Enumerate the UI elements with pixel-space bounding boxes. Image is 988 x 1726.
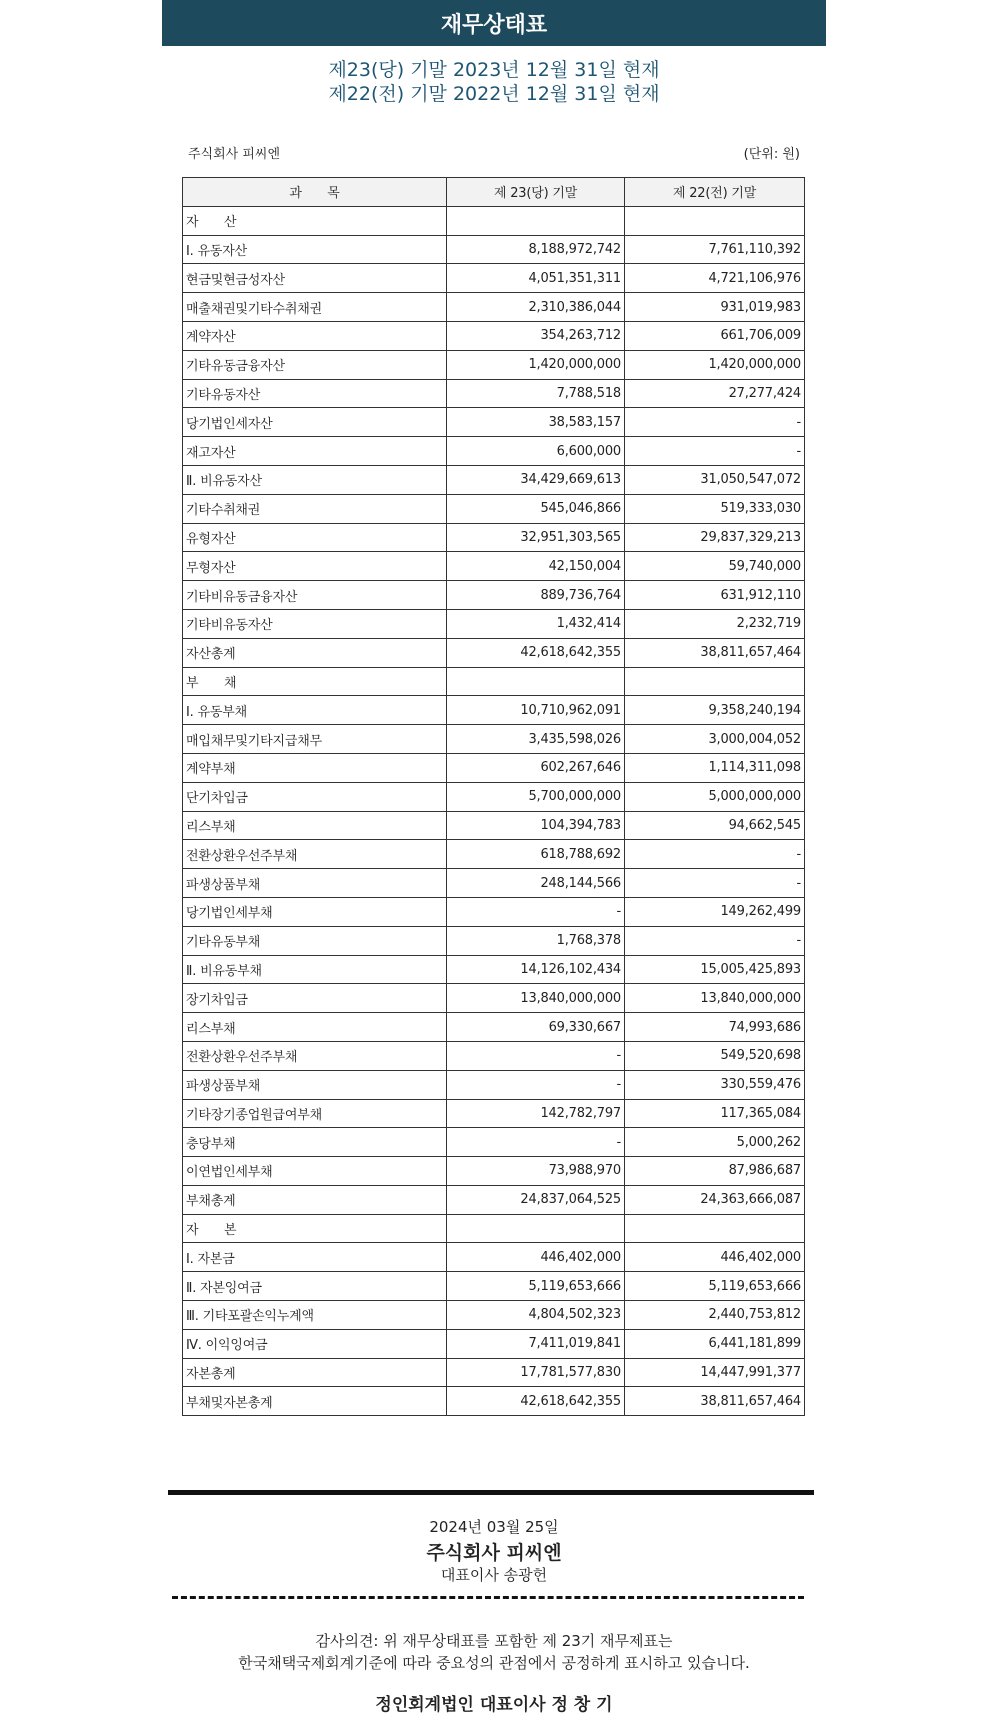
- row-current-value: 14,126,102,434: [447, 955, 625, 984]
- row-current-value: 5,700,000,000: [447, 782, 625, 811]
- row-prior-value: 9,358,240,194: [625, 696, 805, 725]
- table-row: [183, 408, 805, 437]
- row-prior-value: -: [625, 926, 805, 955]
- table-row: [183, 206, 805, 235]
- row-prior-value: 446,402,000: [625, 1243, 805, 1272]
- row-label: 파생상품부채: [183, 869, 447, 898]
- row-label: Ⅰ. 유동자산: [183, 235, 447, 264]
- row-label: 충당부채: [183, 1128, 447, 1157]
- row-label: Ⅱ. 비유동자산: [183, 465, 447, 494]
- row-label: 당기법인세자산: [183, 408, 447, 437]
- table-row: [183, 1185, 805, 1214]
- row-current-value: 6,600,000: [447, 437, 625, 466]
- row-current-value: 32,951,303,565: [447, 523, 625, 552]
- row-current-value: 69,330,667: [447, 1013, 625, 1042]
- table-row: [183, 1387, 805, 1416]
- row-current-value: 24,837,064,525: [447, 1185, 625, 1214]
- row-prior-value: -: [625, 840, 805, 869]
- row-current-value: 38,583,157: [447, 408, 625, 437]
- row-prior-value: 6,441,181,899: [625, 1329, 805, 1358]
- row-label: 무형자산: [183, 552, 447, 581]
- row-prior-value: 87,986,687: [625, 1157, 805, 1186]
- signature-company: 주식회사 피씨엔: [426, 1542, 562, 1564]
- table-row: [183, 264, 805, 293]
- row-label: 재고자산: [183, 437, 447, 466]
- row-label: Ⅱ. 자본잉여금: [183, 1272, 447, 1301]
- row-prior-value: -: [625, 408, 805, 437]
- signature-ceo: 대표이사 송광헌: [440, 1566, 548, 1584]
- unit-label: (단위: 원): [743, 147, 800, 162]
- table-row: [183, 725, 805, 754]
- row-label: 기타장기종업원급여부채: [183, 1099, 447, 1128]
- table-body: [183, 206, 805, 1415]
- row-current-value: 104,394,783: [447, 811, 625, 840]
- row-prior-value: 15,005,425,893: [625, 955, 805, 984]
- row-label: 자 산: [183, 206, 447, 235]
- row-current-value: 4,051,351,311: [447, 264, 625, 293]
- table-row: [183, 955, 805, 984]
- row-current-value: 73,988,970: [447, 1157, 625, 1186]
- row-prior-value: 13,840,000,000: [625, 984, 805, 1013]
- table-row: [183, 1099, 805, 1128]
- row-current-value: 446,402,000: [447, 1243, 625, 1272]
- row-current-value: -: [447, 1070, 625, 1099]
- row-current-value: 602,267,646: [447, 753, 625, 782]
- table-row: [183, 1329, 805, 1358]
- table-row: [183, 609, 805, 638]
- row-current-value: 248,144,566: [447, 869, 625, 898]
- row-current-value: -: [447, 1041, 625, 1070]
- row-prior-value: 29,837,329,213: [625, 523, 805, 552]
- table-row: [183, 1301, 805, 1330]
- row-current-value: 7,411,019,841: [447, 1329, 625, 1358]
- row-label: Ⅳ. 이익잉여금: [183, 1329, 447, 1358]
- table-row: [183, 840, 805, 869]
- row-current-value: 545,046,866: [447, 494, 625, 523]
- table-row: [183, 293, 805, 322]
- table-row: [183, 926, 805, 955]
- row-current-value: 1,420,000,000: [447, 350, 625, 379]
- row-prior-value: 519,333,030: [625, 494, 805, 523]
- row-prior-value: 4,721,106,976: [625, 264, 805, 293]
- row-current-value: 1,432,414: [447, 609, 625, 638]
- row-label: 리스부채: [183, 811, 447, 840]
- row-label: 자본총계: [183, 1358, 447, 1387]
- table-row: [183, 379, 805, 408]
- row-prior-value: 24,363,666,087: [625, 1185, 805, 1214]
- row-prior-value: 5,119,653,666: [625, 1272, 805, 1301]
- row-prior-value: 14,447,991,377: [625, 1358, 805, 1387]
- row-label: 단기차입금: [183, 782, 447, 811]
- audit-opinion-line-2: 한국채택국제회계기준에 따라 중요성의 관점에서 공정하게 표시하고 있습니다.: [238, 1654, 750, 1672]
- table-row: [183, 494, 805, 523]
- table-row: [183, 1157, 805, 1186]
- table-row: [183, 696, 805, 725]
- table-row: [183, 235, 805, 264]
- row-current-value: 42,618,642,355: [447, 1387, 625, 1416]
- row-prior-value: 3,000,004,052: [625, 725, 805, 754]
- table-row: [183, 811, 805, 840]
- row-prior-value: 661,706,009: [625, 321, 805, 350]
- row-label: 기타수취채권: [183, 494, 447, 523]
- row-label: Ⅰ. 유동부채: [183, 696, 447, 725]
- row-label: 파생상품부채: [183, 1070, 447, 1099]
- row-prior-value: 5,000,262: [625, 1128, 805, 1157]
- table-header-row: [183, 178, 805, 207]
- row-prior-value: 74,993,686: [625, 1013, 805, 1042]
- row-prior-value: 7,761,110,392: [625, 235, 805, 264]
- row-label: 매입채무및기타지급채무: [183, 725, 447, 754]
- row-prior-value: 117,365,084: [625, 1099, 805, 1128]
- row-current-value: 1,768,378: [447, 926, 625, 955]
- balance-sheet-table: [182, 177, 805, 1416]
- table-row: [183, 1013, 805, 1042]
- row-prior-value: 1,114,311,098: [625, 753, 805, 782]
- row-current-value: 4,804,502,323: [447, 1301, 625, 1330]
- row-prior-value: [625, 1214, 805, 1243]
- row-label: Ⅱ. 비유동부채: [183, 955, 447, 984]
- row-prior-value: -: [625, 869, 805, 898]
- row-label: 장기차입금: [183, 984, 447, 1013]
- row-current-value: [447, 206, 625, 235]
- row-current-value: 17,781,577,830: [447, 1358, 625, 1387]
- dashed-divider: [172, 1596, 804, 1599]
- row-prior-value: 94,662,545: [625, 811, 805, 840]
- row-label: 부채및자본총계: [183, 1387, 447, 1416]
- row-prior-value: 5,000,000,000: [625, 782, 805, 811]
- row-prior-value: -: [625, 437, 805, 466]
- row-current-value: 618,788,692: [447, 840, 625, 869]
- period-prior: 제22(전) 기말 2022년 12월 31일 현재: [328, 83, 660, 105]
- row-prior-value: 31,050,547,072: [625, 465, 805, 494]
- document-title: 재무상태표: [162, 0, 826, 46]
- row-label: 계약부채: [183, 753, 447, 782]
- header-account: 과 목: [183, 178, 447, 207]
- table-row: [183, 667, 805, 696]
- row-prior-value: 631,912,110: [625, 581, 805, 610]
- row-current-value: 5,119,653,666: [447, 1272, 625, 1301]
- row-current-value: 42,618,642,355: [447, 638, 625, 667]
- row-label: 현금및현금성자산: [183, 264, 447, 293]
- row-current-value: 10,710,962,091: [447, 696, 625, 725]
- row-prior-value: 38,811,657,464: [625, 1387, 805, 1416]
- row-label: Ⅰ. 자본금: [183, 1243, 447, 1272]
- row-label: 전환상환우선주부채: [183, 840, 447, 869]
- row-current-value: [447, 1214, 625, 1243]
- row-label: 기타유동부채: [183, 926, 447, 955]
- row-label: 리스부채: [183, 1013, 447, 1042]
- table-row: [183, 897, 805, 926]
- table-row: [183, 1243, 805, 1272]
- row-current-value: [447, 667, 625, 696]
- row-label: 전환상환우선주부채: [183, 1041, 447, 1070]
- row-current-value: 2,310,386,044: [447, 293, 625, 322]
- row-current-value: -: [447, 897, 625, 926]
- row-prior-value: 549,520,698: [625, 1041, 805, 1070]
- company-label: 주식회사 피씨엔: [188, 147, 281, 162]
- table-row: [183, 1214, 805, 1243]
- row-prior-value: 931,019,983: [625, 293, 805, 322]
- table-row: [183, 1070, 805, 1099]
- row-label: 기타유동자산: [183, 379, 447, 408]
- row-prior-value: 38,811,657,464: [625, 638, 805, 667]
- row-prior-value: 2,232,719: [625, 609, 805, 638]
- row-prior-value: [625, 206, 805, 235]
- table-row: [183, 350, 805, 379]
- row-label: 자산총계: [183, 638, 447, 667]
- row-prior-value: 1,420,000,000: [625, 350, 805, 379]
- row-label: 계약자산: [183, 321, 447, 350]
- row-label: 기타비유동금융자산: [183, 581, 447, 610]
- row-label: 자 본: [183, 1214, 447, 1243]
- signature-date: 2024년 03월 25일: [429, 1518, 559, 1536]
- period-current: 제23(당) 기말 2023년 12월 31일 현재: [328, 59, 660, 81]
- row-current-value: 13,840,000,000: [447, 984, 625, 1013]
- row-prior-value: [625, 667, 805, 696]
- row-label: 기타유동금융자산: [183, 350, 447, 379]
- table-row: [183, 1041, 805, 1070]
- row-current-value: 142,782,797: [447, 1099, 625, 1128]
- row-label: 부채총계: [183, 1185, 447, 1214]
- row-current-value: 42,150,004: [447, 552, 625, 581]
- table-row: [183, 321, 805, 350]
- auditor-signature: 정인회계법인 대표이사 정 창 기: [375, 1695, 613, 1715]
- table-row: [183, 552, 805, 581]
- table-row: [183, 638, 805, 667]
- row-current-value: 34,429,669,613: [447, 465, 625, 494]
- row-label: 유형자산: [183, 523, 447, 552]
- row-label: 기타비유동자산: [183, 609, 447, 638]
- row-label: 당기법인세부채: [183, 897, 447, 926]
- row-label: 부 채: [183, 667, 447, 696]
- row-prior-value: 149,262,499: [625, 897, 805, 926]
- audit-opinion-line-1: 감사의견: 위 재무상태표를 포함한 제 23기 재무제표는: [315, 1632, 673, 1650]
- row-current-value: 7,788,518: [447, 379, 625, 408]
- header-prior: 제 22(전) 기말: [625, 178, 805, 207]
- table-row: [183, 1272, 805, 1301]
- table-row: [183, 581, 805, 610]
- table-row: [183, 782, 805, 811]
- row-current-value: 889,736,764: [447, 581, 625, 610]
- row-current-value: 8,188,972,742: [447, 235, 625, 264]
- table-row: [183, 1128, 805, 1157]
- row-label: 이연법인세부채: [183, 1157, 447, 1186]
- row-current-value: 3,435,598,026: [447, 725, 625, 754]
- row-prior-value: 2,440,753,812: [625, 1301, 805, 1330]
- table-row: [183, 869, 805, 898]
- row-prior-value: 59,740,000: [625, 552, 805, 581]
- table-row: [183, 437, 805, 466]
- table-row: [183, 1358, 805, 1387]
- row-current-value: 354,263,712: [447, 321, 625, 350]
- table-row: [183, 465, 805, 494]
- row-prior-value: 330,559,476: [625, 1070, 805, 1099]
- header-current: 제 23(당) 기말: [447, 178, 625, 207]
- table-bottom-rule: [168, 1490, 814, 1495]
- row-label: Ⅲ. 기타포괄손익누계액: [183, 1301, 447, 1330]
- table-row: [183, 984, 805, 1013]
- row-label: 매출채권및기타수취채권: [183, 293, 447, 322]
- table-row: [183, 523, 805, 552]
- row-prior-value: 27,277,424: [625, 379, 805, 408]
- row-current-value: -: [447, 1128, 625, 1157]
- table-row: [183, 753, 805, 782]
